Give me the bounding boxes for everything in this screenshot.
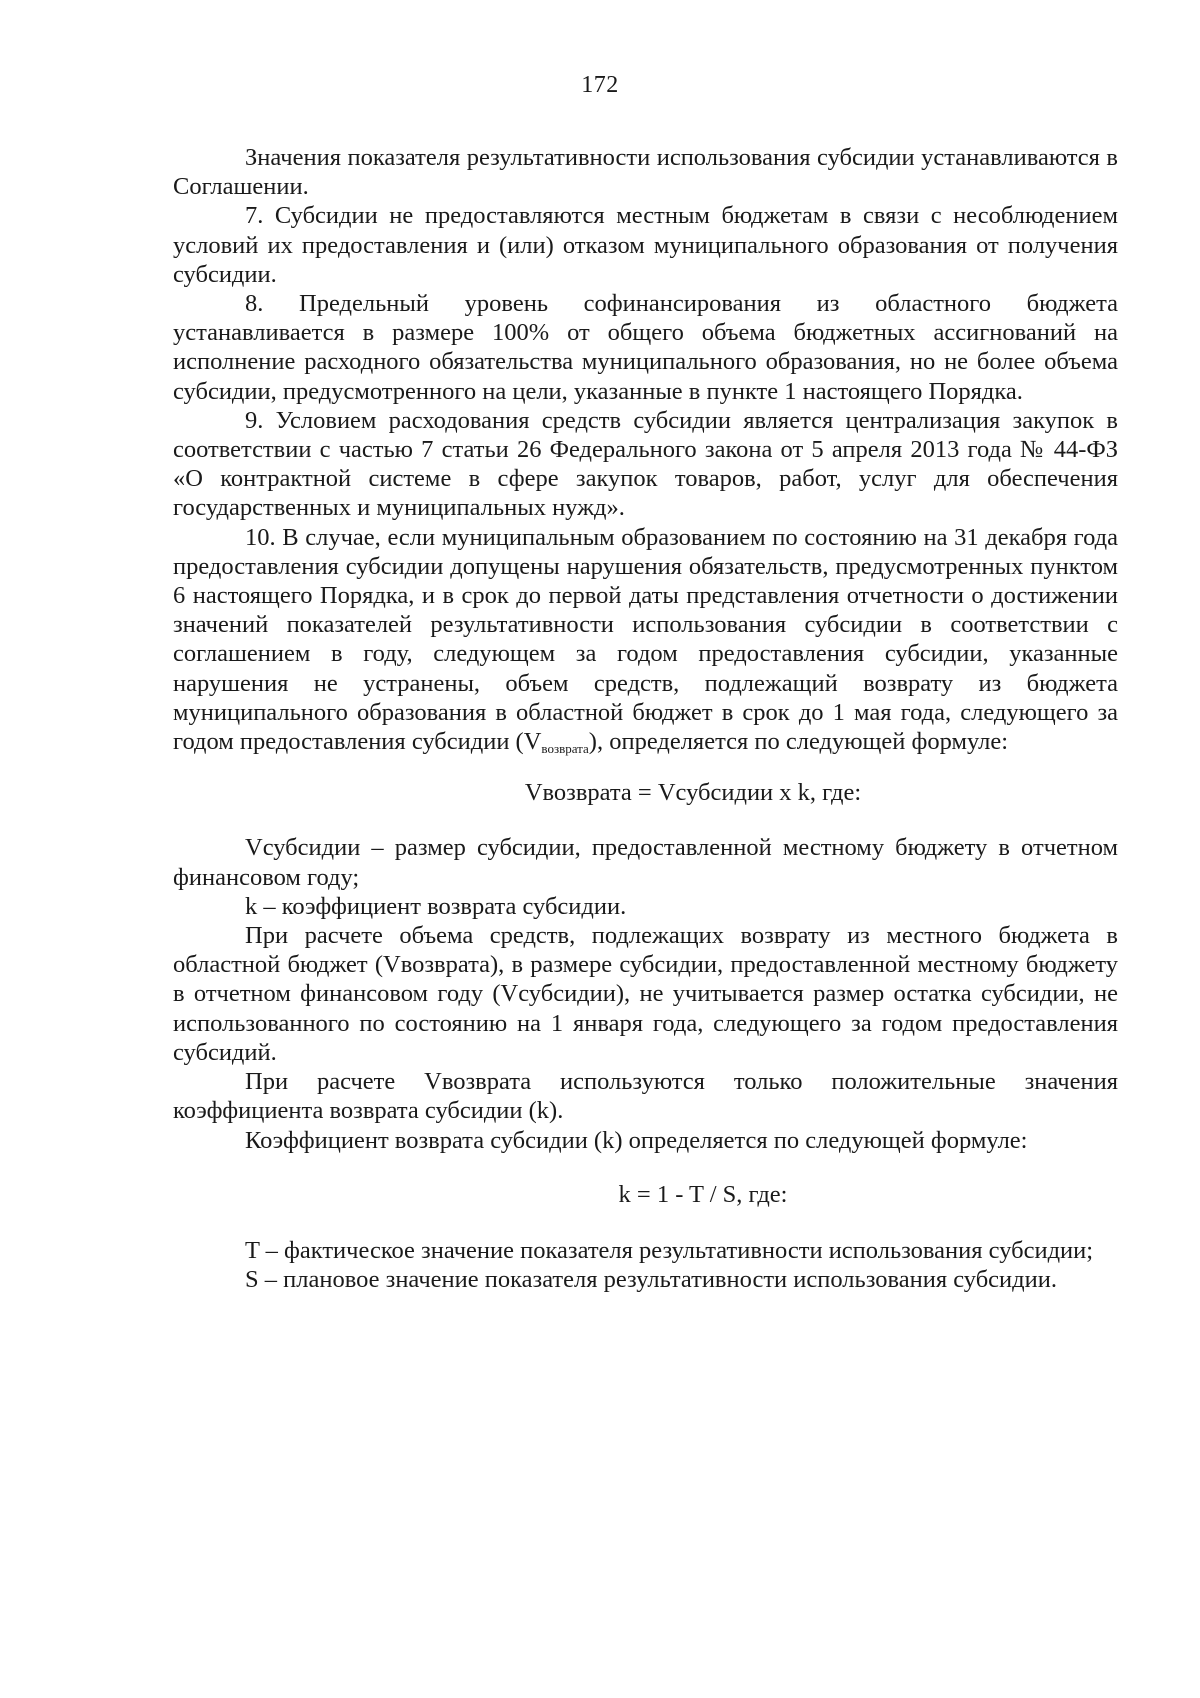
page-number: 172 bbox=[581, 72, 619, 98]
definition-v-subsidii: Vсубсидии – размер субсидии, предоставленной местному бюджету в отчетном финансовом году; bbox=[173, 834, 1118, 891]
definition-k: k – коэффициент возврата субсидии. bbox=[245, 892, 627, 920]
paragraph-calculation-1: При расчете объема средств, подлежащих возврату из местного бюджета в областной бюджет (Vвозврата), в размере субсидии, предоставленной местному бюджету в отчетном финансовом году (Vсубсидии), не учитывается размер остатка субсидии, не использованного по состоянию на 1 января года, следующего за годом предоставления субсидий. bbox=[173, 922, 1118, 1066]
document-body bbox=[173, 143, 1118, 1294]
paragraph-7: 7. Субсидии не предоставляются местным бюджетам в связи с несоблюдением условий их предоставления и (или) отказом муниципального образования от получения субсидии. bbox=[173, 202, 1118, 288]
definition-s: S – плановое значение показателя результативности использования субсидии. bbox=[245, 1266, 1057, 1294]
paragraph-10-text: 10. В случае, если муниципальным образованием по состоянию на 31 декабря года предоставления субсидии допущены нарушения обязательств, предусмотренных пунктом 6 настоящего Порядка, и в срок до первой даты представления отчетности о достижении значений показателей результативности использования субсидии в соответствии с соглашением в году, следующем за годом предоставления субсидии, указанные нарушения не устранены, объем средств, подлежащий возврату из бюджета муниципального образования в областной бюджет в срок до 1 мая года, следующего за годом предоставления субсидии (V bbox=[173, 523, 1118, 756]
paragraph-10 bbox=[173, 523, 1118, 757]
paragraph-k-intro: Коэффициент возврата субсидии (k) определяется по следующей формуле: bbox=[245, 1126, 1028, 1154]
paragraph-indicator-values: Значения показателя результативности использования субсидии устанавливаются в Соглашении. bbox=[173, 144, 1118, 201]
paragraph-calculation-2: При расчете Vвозврата используются только положительные значения коэффициента возврата субсидии (k). bbox=[173, 1068, 1118, 1125]
definition-t: T – фактическое значение показателя результативности использования субсидии; bbox=[245, 1236, 1094, 1264]
paragraph-9: 9. Условием расходования средств субсидии является централизация закупок в соответствии с частью 7 статьи 26 Федерального закона от 5 апреля 2013 года № 44-ФЗ «О контрактной системе в сфере закупок товаров, работ, услуг для обеспечения государственных и муниципальных нужд». bbox=[173, 406, 1118, 522]
formula-v-vozvrata: Vвозврата = Vсубсидии x k, где: bbox=[524, 779, 862, 807]
paragraph-10-tail: ), определяется по следующей формуле: bbox=[588, 728, 1009, 756]
subscript-vozvrata: возврата bbox=[541, 741, 589, 757]
formula-k: k = 1 - T / S, где: bbox=[618, 1180, 788, 1208]
paragraph-8: 8. Предельный уровень софинансирования из областного бюджета устанавливается в размере 100% от общего объема бюджетных ассигнований на исполнение расходного обязательства муниципального образования, но не более объема субсидии, предусмотренного на цели, указанные в пункте 1 настоящего Порядка. bbox=[173, 290, 1118, 405]
